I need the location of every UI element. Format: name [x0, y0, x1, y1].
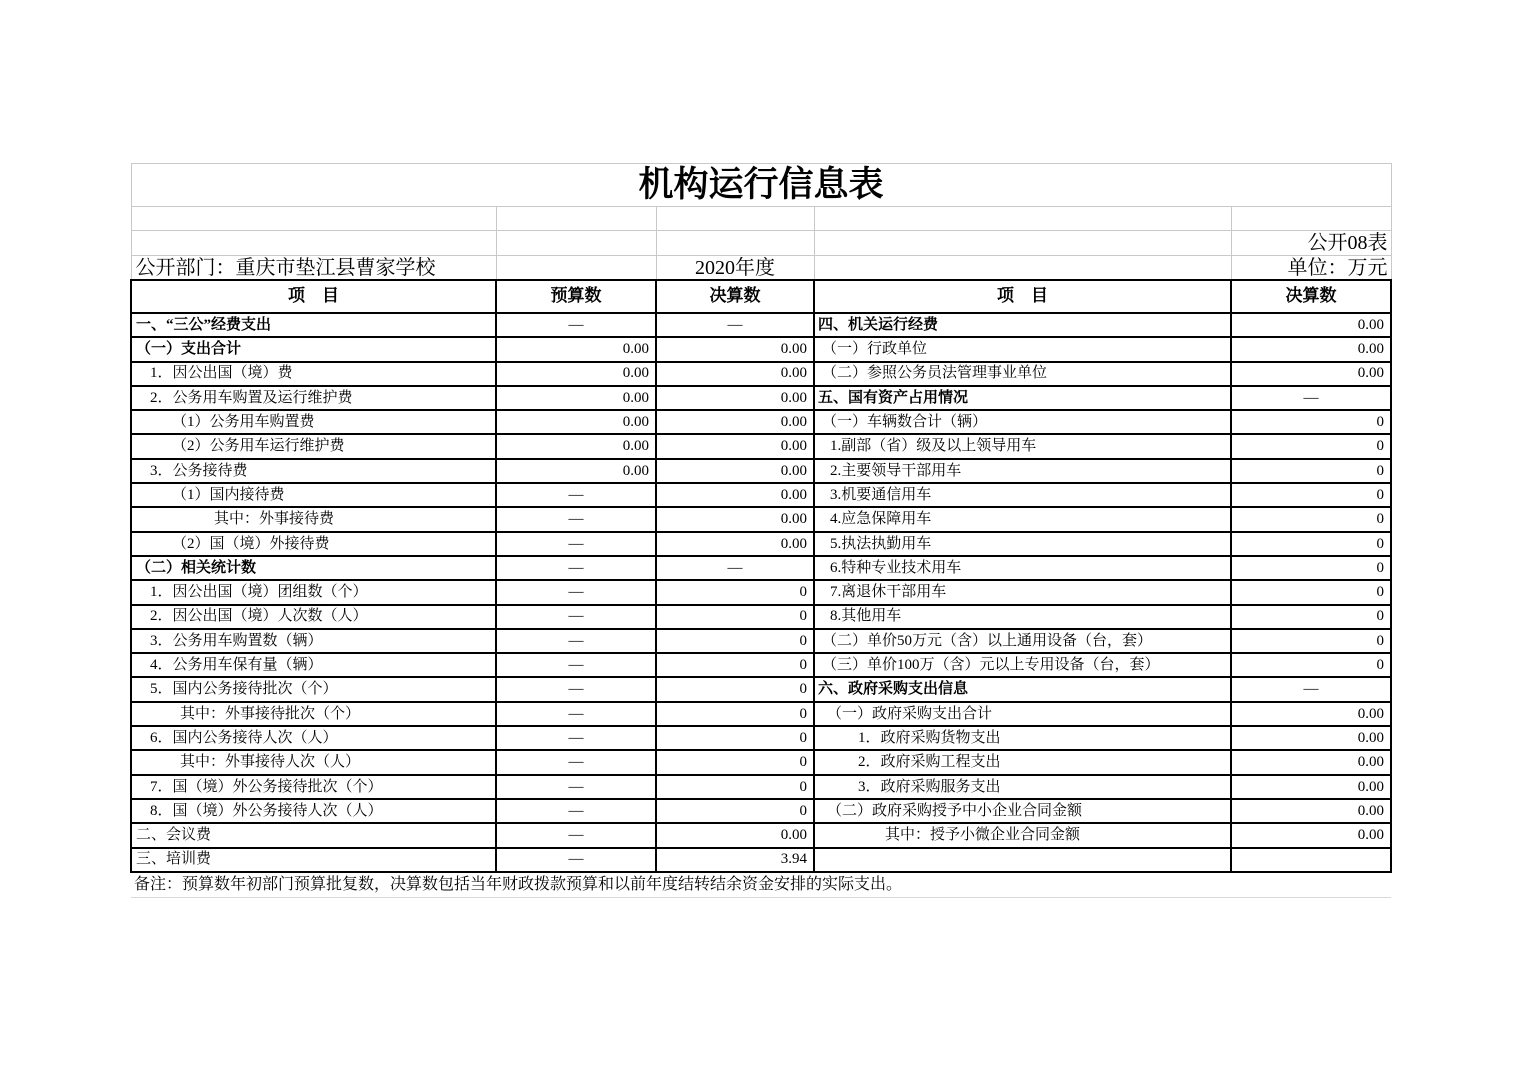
budget-value: —: [496, 653, 656, 677]
item-label-left: 4．公务用车保有量（辆）: [131, 653, 496, 677]
table-row: [131, 580, 1391, 604]
final-value-right: [1231, 848, 1391, 872]
item-label-right: （一）政府采购支出合计: [814, 702, 1231, 726]
col-header-final-right: 决算数: [1231, 280, 1391, 313]
item-label-right: （二）政府采购授予中小企业合同金额: [814, 799, 1231, 823]
col-header-final-left: 决算数: [656, 280, 814, 313]
table-row: [131, 410, 1391, 434]
table-row: [131, 750, 1391, 774]
final-value-left: 0: [656, 702, 814, 726]
blank-cell: [814, 231, 1231, 256]
blank-row: [131, 207, 1391, 231]
item-label-left: 8．国（境）外公务接待人次（人）: [131, 799, 496, 823]
table-row: [131, 556, 1391, 580]
final-value-left: 0: [656, 653, 814, 677]
title-row: [131, 164, 1391, 207]
item-label-left: 6．国内公务接待人次（人）: [131, 726, 496, 750]
item-label-left: 5．国内公务接待批次（个）: [131, 677, 496, 701]
footnote-row: [131, 872, 1391, 898]
table-row: [131, 629, 1391, 653]
blank-cell: [131, 207, 496, 231]
item-label-right: 7.离退休干部用车: [814, 580, 1231, 604]
institution-operation-table: [130, 163, 1392, 898]
final-value-right: 0.00: [1231, 337, 1391, 361]
table-row: [131, 434, 1391, 458]
table-row: [131, 823, 1391, 847]
table-row: [131, 605, 1391, 629]
budget-value: 0.00: [496, 337, 656, 361]
final-value-left: 0: [656, 775, 814, 799]
item-label-right: （三）单价100万（含）元以上专用设备（台，套）: [814, 653, 1231, 677]
table-row: [131, 459, 1391, 483]
item-label-right: 3．政府采购服务支出: [814, 775, 1231, 799]
budget-value: 0.00: [496, 459, 656, 483]
final-value-left: 0.00: [656, 483, 814, 507]
table-row: [131, 799, 1391, 823]
item-label-left: （二）相关统计数: [131, 556, 496, 580]
item-label-right: （二）参照公务员法管理事业单位: [814, 362, 1231, 386]
final-value-left: 0: [656, 629, 814, 653]
budget-value: 0.00: [496, 362, 656, 386]
page-title: 机构运行信息表: [131, 164, 1391, 207]
item-label-right: （二）单价50万元（含）以上通用设备（台，套）: [814, 629, 1231, 653]
table-row: [131, 848, 1391, 872]
final-value-left: 0.00: [656, 410, 814, 434]
table-row: [131, 313, 1391, 337]
item-label-right: 6.特种专业技术用车: [814, 556, 1231, 580]
item-label-left: 其中：外事接待人次（人）: [131, 750, 496, 774]
blank-cell: [656, 207, 814, 231]
final-value-right: 0: [1231, 410, 1391, 434]
item-label-left: 7．国（境）外公务接待批次（个）: [131, 775, 496, 799]
item-label-left: 3．公务用车购置数（辆）: [131, 629, 496, 653]
budget-value: —: [496, 702, 656, 726]
final-value-right: 0.00: [1231, 775, 1391, 799]
table-row: [131, 483, 1391, 507]
final-value-right: —: [1231, 386, 1391, 410]
table-row: [131, 726, 1391, 750]
item-label-right: 六、政府采购支出信息: [814, 677, 1231, 701]
item-label-left: （2）国（境）外接待费: [131, 532, 496, 556]
sheet-number-row: [131, 231, 1391, 256]
final-value-right: 0.00: [1231, 726, 1391, 750]
budget-value: —: [496, 629, 656, 653]
final-value-right: 0.00: [1231, 362, 1391, 386]
budget-value: 0.00: [496, 434, 656, 458]
budget-value: —: [496, 532, 656, 556]
item-label-left: （1）公务用车购置费: [131, 410, 496, 434]
unit-label: 单位：万元: [1231, 256, 1391, 281]
blank-cell: [1231, 207, 1391, 231]
final-value-right: 0: [1231, 459, 1391, 483]
col-header-budget: 预算数: [496, 280, 656, 313]
item-label-right: 3.机要通信用车: [814, 483, 1231, 507]
table-row: [131, 362, 1391, 386]
item-label-left: 一、“三公”经费支出: [131, 313, 496, 337]
table-row: [131, 386, 1391, 410]
final-value-right: 0: [1231, 483, 1391, 507]
final-value-right: 0.00: [1231, 823, 1391, 847]
item-label-left: 1．因公出国（境）费: [131, 362, 496, 386]
final-value-right: 0.00: [1231, 313, 1391, 337]
budget-value: —: [496, 823, 656, 847]
budget-value: 0.00: [496, 410, 656, 434]
item-label-left: 三、培训费: [131, 848, 496, 872]
budget-value: —: [496, 799, 656, 823]
blank-cell: [814, 256, 1231, 281]
item-label-left: 其中：外事接待批次（个）: [131, 702, 496, 726]
final-value-right: 0: [1231, 434, 1391, 458]
item-label-right: 1.副部（省）级及以上领导用车: [814, 434, 1231, 458]
item-label-right: 1．政府采购货物支出: [814, 726, 1231, 750]
final-value-left: 0.00: [656, 386, 814, 410]
final-value-right: —: [1231, 677, 1391, 701]
final-value-left: 0.00: [656, 532, 814, 556]
final-value-left: 0: [656, 799, 814, 823]
final-value-left: 0: [656, 750, 814, 774]
final-value-left: 0: [656, 605, 814, 629]
item-label-left: 2．因公出国（境）人次数（人）: [131, 605, 496, 629]
budget-value: —: [496, 726, 656, 750]
final-value-left: 0.00: [656, 337, 814, 361]
item-label-left: 二、会议费: [131, 823, 496, 847]
budget-value: 0.00: [496, 386, 656, 410]
final-value-left: 0.00: [656, 459, 814, 483]
col-header-item-right: 项 目: [814, 280, 1231, 313]
budget-value: —: [496, 775, 656, 799]
item-label-right: （一）行政单位: [814, 337, 1231, 361]
col-header-item-left: 项 目: [131, 280, 496, 313]
final-value-right: 0.00: [1231, 750, 1391, 774]
department-label: 公开部门：重庆市垫江县曹家学校: [131, 256, 496, 281]
final-value-right: 0: [1231, 653, 1391, 677]
budget-value: —: [496, 750, 656, 774]
item-label-right: 其中：授予小微企业合同金额: [814, 823, 1231, 847]
final-value-right: 0: [1231, 605, 1391, 629]
blank-cell: [656, 231, 814, 256]
sheet-number-label: 公开08表: [1231, 231, 1391, 256]
budget-value: —: [496, 507, 656, 531]
item-label-right: 4.应急保障用车: [814, 507, 1231, 531]
item-label-right: [814, 848, 1231, 872]
item-label-right: 2．政府采购工程支出: [814, 750, 1231, 774]
budget-value: —: [496, 677, 656, 701]
final-value-left: 3.94: [656, 848, 814, 872]
meta-row: [131, 256, 1391, 281]
final-value-left: 0.00: [656, 507, 814, 531]
item-label-left: 3．公务接待费: [131, 459, 496, 483]
budget-value: —: [496, 483, 656, 507]
item-label-left: 2．公务用车购置及运行维护费: [131, 386, 496, 410]
final-value-left: 0.00: [656, 823, 814, 847]
budget-value: —: [496, 313, 656, 337]
table-row: [131, 337, 1391, 361]
budget-value: —: [496, 848, 656, 872]
final-value-right: 0.00: [1231, 702, 1391, 726]
fiscal-year-label: 2020年度: [656, 256, 814, 281]
item-label-right: 5.执法执勤用车: [814, 532, 1231, 556]
blank-cell: [496, 256, 656, 281]
final-value-left: 0: [656, 726, 814, 750]
table-row: [131, 507, 1391, 531]
budget-value: —: [496, 605, 656, 629]
budget-value: —: [496, 556, 656, 580]
footnote: 备注：预算数年初部门预算批复数，决算数包括当年财政拨款预算和以前年度结转结余资金安排的实际支出。: [131, 872, 1391, 898]
final-value-left: 0.00: [656, 434, 814, 458]
table-body: [131, 313, 1391, 872]
item-label-left: （一）支出合计: [131, 337, 496, 361]
final-value-right: 0.00: [1231, 799, 1391, 823]
final-value-left: 0: [656, 580, 814, 604]
final-value-right: 0: [1231, 580, 1391, 604]
table-row: [131, 532, 1391, 556]
blank-cell: [496, 207, 656, 231]
item-label-right: （一）车辆数合计（辆）: [814, 410, 1231, 434]
budget-value: —: [496, 580, 656, 604]
table-row: [131, 702, 1391, 726]
item-label-left: （2）公务用车运行维护费: [131, 434, 496, 458]
column-header-row: [131, 280, 1391, 313]
blank-cell: [496, 231, 656, 256]
final-value-left: 0.00: [656, 362, 814, 386]
final-value-left: 0: [656, 677, 814, 701]
final-value-right: 0: [1231, 556, 1391, 580]
table-head-block: [131, 164, 1391, 314]
item-label-right: 2.主要领导干部用车: [814, 459, 1231, 483]
final-value-left: —: [656, 313, 814, 337]
blank-cell: [814, 207, 1231, 231]
table-row: [131, 677, 1391, 701]
blank-cell: [131, 231, 496, 256]
final-value-right: 0: [1231, 532, 1391, 556]
item-label-right: 8.其他用车: [814, 605, 1231, 629]
table-foot-block: [131, 872, 1391, 898]
item-label-left: （1）国内接待费: [131, 483, 496, 507]
item-label-right: 五、国有资产占用情况: [814, 386, 1231, 410]
final-value-right: 0: [1231, 629, 1391, 653]
final-value-right: 0: [1231, 507, 1391, 531]
item-label-left: 1．因公出国（境）团组数（个）: [131, 580, 496, 604]
table-row: [131, 775, 1391, 799]
item-label-left: 其中：外事接待费: [131, 507, 496, 531]
table-row: [131, 653, 1391, 677]
final-value-left: —: [656, 556, 814, 580]
item-label-right: 四、机关运行经费: [814, 313, 1231, 337]
